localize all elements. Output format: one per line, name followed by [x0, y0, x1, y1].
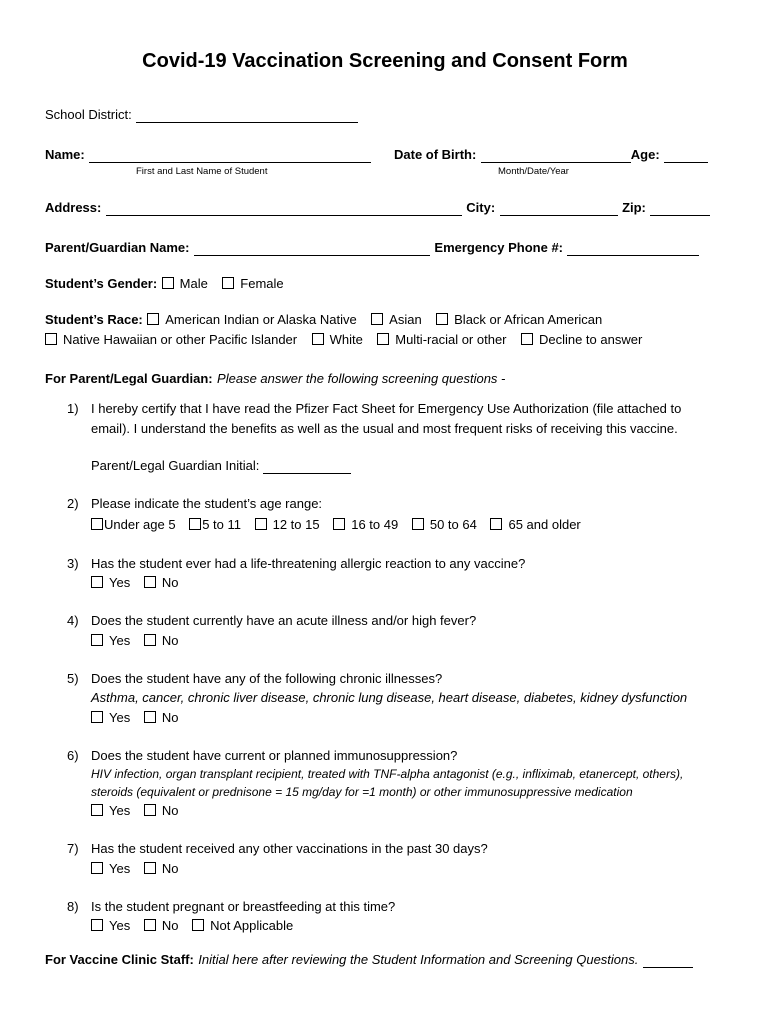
age-option[interactable]: 50 to 64 — [412, 517, 477, 532]
checkbox[interactable] — [147, 313, 159, 325]
guardian-initial-input[interactable] — [263, 459, 351, 474]
checkbox[interactable] — [91, 804, 103, 816]
parent-name-input[interactable] — [194, 241, 430, 256]
checkbox[interactable] — [144, 711, 156, 723]
option-no[interactable]: No — [144, 575, 179, 590]
age-label: Age: — [630, 147, 660, 162]
option-yes[interactable]: Yes — [91, 918, 130, 933]
parent-section-instruction: Please answer the following screening questions - — [217, 371, 506, 386]
staff-initial-input[interactable] — [643, 953, 693, 968]
checkbox[interactable] — [490, 518, 502, 530]
checkbox[interactable] — [333, 518, 345, 530]
staff-section-instruction: Initial here after reviewing the Student Information and Screening Questions. — [198, 952, 639, 967]
age-input[interactable] — [664, 148, 708, 163]
option-no[interactable]: No — [144, 861, 179, 876]
checkbox[interactable] — [377, 333, 389, 345]
name-row — [45, 146, 371, 164]
dob-label: Date of Birth: — [394, 147, 477, 162]
checkbox[interactable] — [412, 518, 424, 530]
address-label: Address: — [45, 200, 102, 215]
checkbox[interactable] — [91, 862, 103, 874]
checkbox[interactable] — [144, 919, 156, 931]
race-option[interactable]: American Indian or Alaska Native — [147, 312, 356, 327]
age-option[interactable]: Under age 5 — [91, 517, 176, 532]
age-option[interactable]: 5 to 11 — [189, 517, 241, 532]
question-8-options — [91, 918, 303, 933]
question-7-options — [91, 861, 188, 876]
age-option[interactable]: 12 to 15 — [255, 517, 320, 532]
gender-option-female[interactable]: Female — [222, 276, 283, 291]
checkbox[interactable] — [91, 634, 103, 646]
checkbox[interactable] — [91, 576, 103, 588]
option-yes[interactable]: Yes — [91, 633, 130, 648]
name-label: Name: — [45, 147, 85, 162]
student-name-input[interactable] — [89, 148, 371, 163]
race-option[interactable]: Decline to answer — [521, 332, 642, 347]
race-option[interactable]: Black or African American — [436, 312, 602, 327]
race-row-2 — [45, 331, 652, 349]
checkbox[interactable] — [222, 277, 234, 289]
question-3-options — [91, 575, 188, 590]
option-no[interactable]: No — [144, 633, 179, 648]
question-6-detail: HIV infection, organ transplant recipient, treated with TNF-alpha antagonist (e.g., infliximab, etanercept, others), — [91, 767, 684, 781]
race-row-1 — [45, 311, 612, 329]
option-yes[interactable]: Yes — [91, 575, 130, 590]
checkbox[interactable] — [45, 333, 57, 345]
checkbox[interactable] — [312, 333, 324, 345]
dob-caption: Month/Date/Year — [498, 166, 569, 177]
address-input[interactable] — [106, 201, 462, 216]
question-1-continued: email). I understand the benefits as well as the usual and most frequent risks of receiving this vaccine. — [91, 421, 678, 436]
checkbox[interactable] — [144, 576, 156, 588]
checkbox[interactable] — [371, 313, 383, 325]
checkbox[interactable] — [144, 804, 156, 816]
question-8: 8) Is the student pregnant or breastfeeding at this time? — [67, 899, 396, 914]
staff-section-label: For Vaccine Clinic Staff: — [45, 952, 194, 967]
checkbox[interactable] — [192, 919, 204, 931]
checkbox[interactable] — [91, 711, 103, 723]
gender-row — [45, 275, 294, 293]
option-not-applicable[interactable]: Not Applicable — [192, 918, 293, 933]
city-input[interactable] — [500, 201, 618, 216]
question-6: 6) Does the student have current or planned immunosuppression? — [67, 748, 458, 763]
school-district-input[interactable] — [136, 108, 358, 123]
race-option[interactable]: Multi-racial or other — [377, 332, 506, 347]
parent-name-label: Parent/Guardian Name: — [45, 240, 190, 255]
question-5-detail: Asthma, cancer, chronic liver disease, chronic lung disease, heart disease, diabetes, kidney dysfunction — [91, 690, 688, 705]
checkbox[interactable] — [144, 862, 156, 874]
question-4-options — [91, 633, 188, 648]
zip-label: Zip: — [622, 200, 646, 215]
checkbox[interactable] — [436, 313, 448, 325]
checkbox[interactable] — [255, 518, 267, 530]
dob-input[interactable] — [481, 148, 631, 163]
parent-section-header — [45, 370, 505, 388]
address-row — [45, 199, 710, 217]
emergency-phone-input[interactable] — [567, 241, 699, 256]
question-5: 5) Does the student have any of the following chronic illnesses? — [67, 671, 443, 686]
form-title: Covid-19 Vaccination Screening and Consent Form — [142, 50, 628, 72]
question-3: 3) Has the student ever had a life-threatening allergic reaction to any vaccine? — [67, 556, 526, 571]
school-district-label: School District: — [45, 107, 132, 122]
city-label: City: — [466, 200, 496, 215]
parent-section-label: For Parent/Legal Guardian: — [45, 371, 213, 386]
checkbox[interactable] — [144, 634, 156, 646]
parent-row — [45, 239, 699, 257]
checkbox[interactable] — [91, 919, 103, 931]
guardian-initial-label: Parent/Legal Guardian Initial: — [91, 458, 260, 473]
question-6-detail-continued: steroids (equivalent or prednisone = 15 mg/day for =1 month) or other immunosuppressive medication — [91, 785, 633, 799]
name-caption: First and Last Name of Student — [136, 166, 268, 177]
race-option[interactable]: Native Hawaiian or other Pacific Islander — [45, 332, 297, 347]
guardian-initial-row — [91, 458, 351, 474]
school-district-row — [45, 106, 358, 124]
emergency-phone-label: Emergency Phone #: — [434, 240, 564, 255]
option-no[interactable]: No — [144, 710, 179, 725]
age-range-options — [91, 517, 591, 532]
staff-section — [45, 951, 693, 969]
race-option[interactable]: White — [312, 332, 363, 347]
question-4: 4) Does the student currently have an acute illness and/or high fever? — [67, 613, 477, 628]
question-6-options — [91, 803, 188, 818]
checkbox[interactable] — [521, 333, 533, 345]
gender-option-male[interactable]: Male — [162, 276, 208, 291]
age-option[interactable]: 65 and older — [490, 517, 580, 532]
option-yes[interactable]: Yes — [91, 710, 130, 725]
checkbox[interactable] — [91, 518, 103, 530]
option-yes[interactable]: Yes — [91, 803, 130, 818]
dob-row — [394, 146, 708, 164]
option-yes[interactable]: Yes — [91, 861, 130, 876]
question-2: 2) Please indicate the student’s age range: — [67, 496, 323, 511]
gender-label: Student’s Gender: — [45, 276, 158, 291]
option-no[interactable]: No — [144, 918, 179, 933]
race-label: Student’s Race: — [45, 312, 143, 327]
option-no[interactable]: No — [144, 803, 179, 818]
question-7: 7) Has the student received any other vaccinations in the past 30 days? — [67, 841, 488, 856]
checkbox[interactable] — [189, 518, 201, 530]
race-option[interactable]: Asian — [371, 312, 422, 327]
checkbox[interactable] — [162, 277, 174, 289]
question-5-options — [91, 710, 188, 725]
question-1: 1) I hereby certify that I have read the Pfizer Fact Sheet for Emergency Use Authorization (file attached to — [67, 401, 682, 416]
zip-input[interactable] — [650, 201, 710, 216]
age-option[interactable]: 16 to 49 — [333, 517, 398, 532]
